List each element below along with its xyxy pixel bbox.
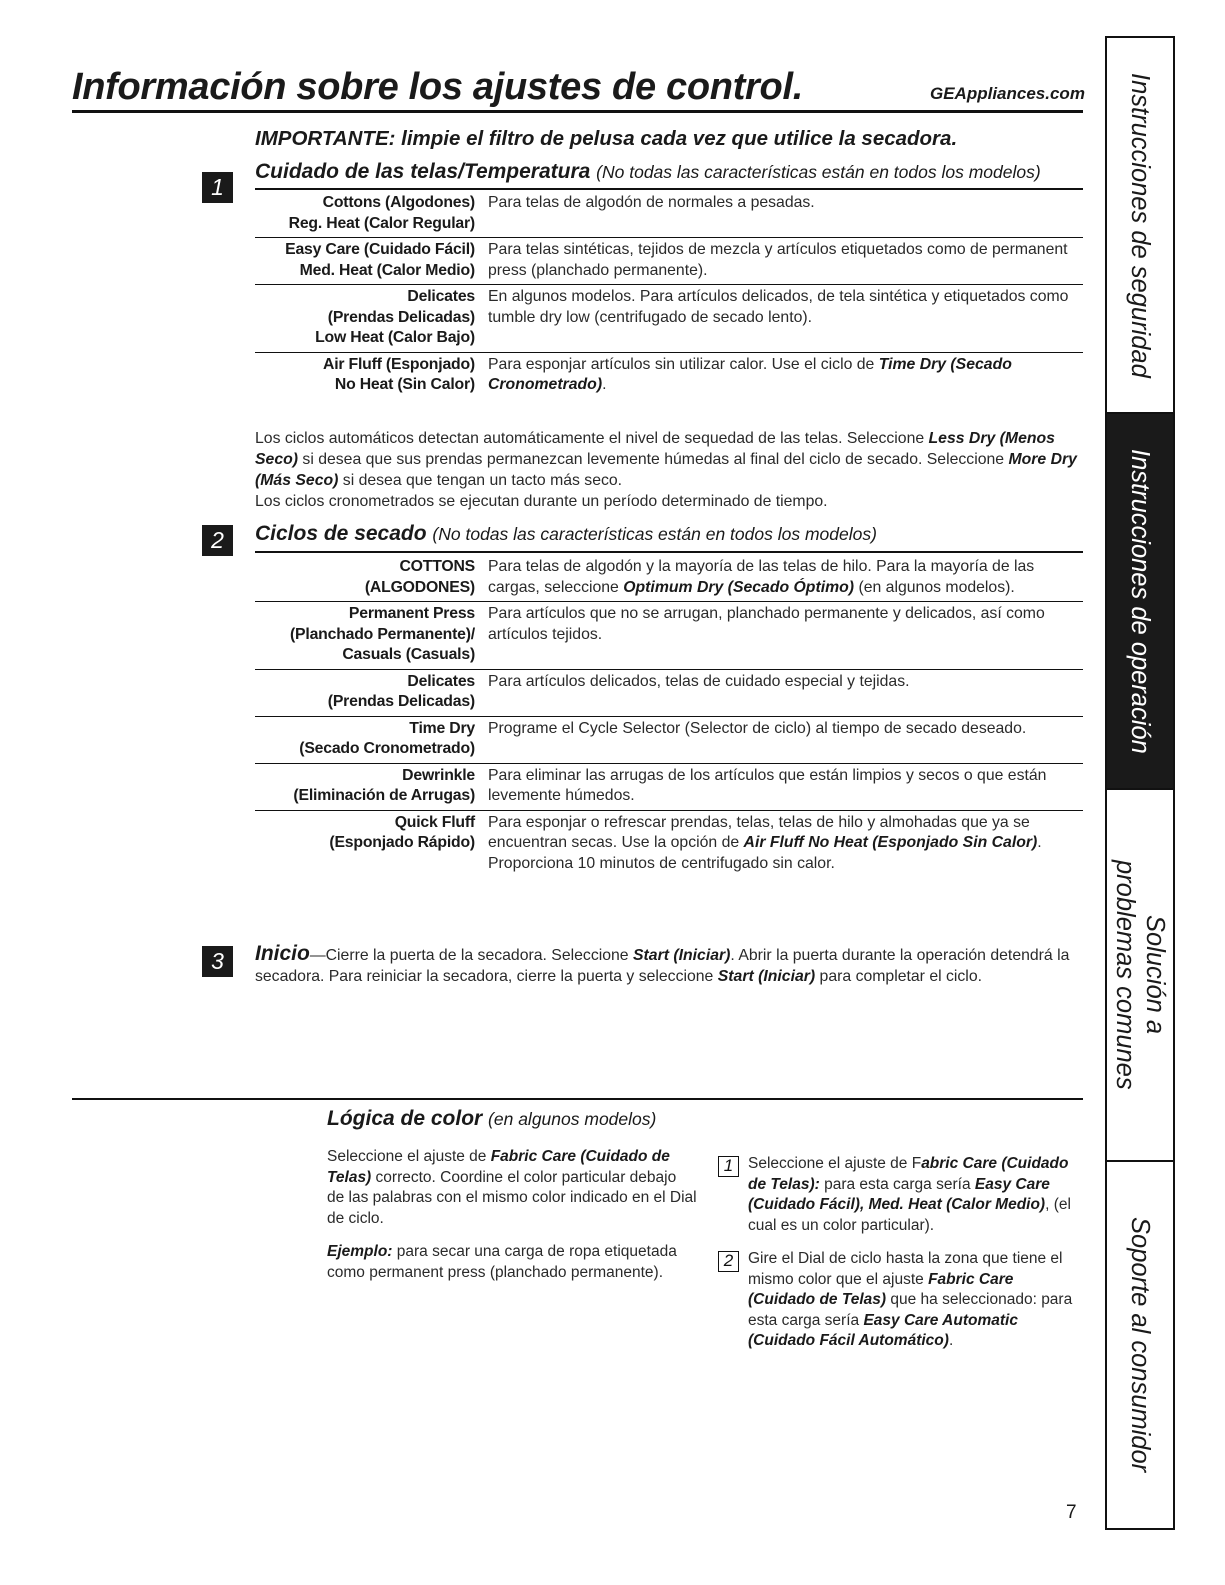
tab-label: Soporte al consumidor (1126, 1217, 1154, 1473)
page-number: 7 (1066, 1502, 1077, 1523)
table-row (255, 353, 1083, 399)
tab-label: Instrucciones de operación (1126, 448, 1154, 754)
setting-label: Easy Care (Cuidado Fácil) Med. Heat (Calor Medio) (285, 241, 475, 279)
fabric-care-table (255, 191, 1083, 399)
table-row (255, 602, 1083, 670)
section1-note: (No todas las características están en todos los modelos) (596, 162, 1041, 182)
section2-rule (255, 551, 1083, 553)
color-logic-heading (327, 1107, 656, 1131)
auto-cycles-text (255, 428, 1095, 512)
side-tab-bar (1105, 36, 1175, 1530)
tab-consumer-support[interactable] (1107, 1162, 1173, 1528)
table-row (255, 764, 1083, 811)
page-title: Información sobre los ajustes de control. (72, 66, 803, 108)
cycle-description: Para artículos que no se arrugan, planchado permanente y delicados, así como artículos tejidos. (488, 605, 1045, 643)
section-divider (72, 1098, 1083, 1100)
table-row (255, 191, 1083, 238)
color-logic-step-1: 1 Seleccione el ajuste de Fabric Care (Cuidado de Telas): para esta carga sería Easy Care (Cuidado Fácil), Med. Heat (Calor Medio), (el cual es un color particular). (718, 1154, 1073, 1236)
cycle-label: Permanent Press (Planchado Permanente)/ Casuals (Casuals) (289, 605, 475, 663)
start-section: Inicio—Cierre la puerta de la secadora. Seleccione Start (Iniciar). Abrir la puerta durante la operación detendrá la secadora. Para reiniciar la secadora, cierre la puerta y seleccione Start (Iniciar) para completar el ciclo. (255, 942, 1070, 985)
cycle-description: Para telas de algodón y la mayoría de las telas de hilo. Para la mayoría de las cargas, seleccione Optimum Dry (Secado Óptimo) (en algunos modelos). (488, 558, 1035, 596)
cycle-description: Para esponjar o refrescar prendas, telas, telas de hilo y almohadas que ya se encuentran secas. Use la opción de Air Fluff No Heat (Esponjado Sin Calor). Proporciona 10 minutos de centrifugado sin calor. (488, 813, 1042, 872)
section-number-3: 3 (202, 946, 233, 977)
table-row (255, 285, 1083, 353)
drying-cycles-table (255, 555, 1083, 877)
tab-operating-instructions[interactable] (1107, 414, 1173, 788)
setting-description: En algunos modelos. Para artículos delicados, de tela sintética y etiquetados como tumble dry low (centrifugado de secado lento). (488, 288, 1069, 326)
cycle-description: Para artículos delicados, telas de cuidado especial y tejidas. (488, 672, 910, 690)
step-number-box: 2 (718, 1251, 739, 1272)
color-logic-example: Ejemplo: para secar una carga de ropa etiquetada como permanent press (planchado permanente). (327, 1243, 677, 1281)
section1-title: Cuidado de las telas/Temperatura (255, 160, 591, 183)
section-number-2: 2 (202, 525, 233, 556)
section1-rule (255, 188, 1083, 190)
table-row (255, 555, 1083, 602)
header-rule (72, 110, 1083, 113)
section2-title: Ciclos de secado (255, 522, 427, 545)
cycle-label: Dewrinkle (Eliminación de Arrugas) (293, 766, 475, 804)
color-logic-step-2: 2 Gire el Dial de ciclo hasta la zona que tiene el mismo color que el ajuste Fabric Care (Cuidado de Telas) que ha seleccionado: para esta carga sería Easy Care Automatic (Cuidado Fácil Automático). (718, 1249, 1073, 1352)
important-notice: IMPORTANTE: limpie el filtro de pelusa cada vez que utilice la secadora. (255, 127, 958, 150)
table-row (255, 238, 1083, 285)
section2-heading (255, 522, 877, 546)
website-link[interactable]: GEAppliances.com (930, 84, 1085, 103)
cycle-label: Time Dry (Secado Cronometrado) (299, 719, 475, 757)
cycle-label: Delicates (Prendas Delicadas) (327, 672, 475, 710)
timed-cycles-paragraph: Los ciclos cronometrados se ejecutan durante un período determinado de tiempo. (255, 493, 828, 510)
setting-description: Para esponjar artículos sin utilizar calor. Use el ciclo de Time Dry (Secado Cronometrado). (488, 355, 1012, 393)
setting-description: Para telas de algodón de normales a pesadas. (488, 194, 815, 211)
setting-label: Air Fluff (Esponjado) No Heat (Sin Calor) (323, 355, 475, 393)
table-row (255, 670, 1083, 717)
cycle-description: Programe el Cycle Selector (Selector de ciclo) al tiempo de secado deseado. (488, 719, 1027, 737)
tab-label: Instrucciones de seguridad (1126, 72, 1154, 378)
cycle-description: Para eliminar las arrugas de los artículos que están limpios y secos o que están levemente húmedos. (488, 766, 1047, 804)
section-number-1: 1 (202, 172, 233, 203)
section2-note: (No todas las características están en todos los modelos) (432, 524, 877, 544)
section1-heading (255, 160, 1041, 184)
color-logic-title: Lógica de color (327, 1107, 483, 1130)
auto-cycles-paragraph: Los ciclos automáticos detectan automáticamente el nivel de sequedad de las telas. Seleccione Less Dry (Menos Seco) si desea que sus prendas permanezcan levemente húmedas al final del ciclo de secado. Seleccione More Dry (Más Seco) si desea que tengan un tacto más seco. (255, 430, 1077, 489)
setting-label: Cottons (Algodones) Reg. Heat (Calor Regular) (288, 194, 475, 232)
start-title: Inicio (255, 942, 310, 965)
cycle-label: Quick Fluff (Esponjado Rápido) (329, 813, 475, 851)
setting-description: Para telas sintéticas, tejidos de mezcla y artículos etiquetados como de permanent press (planchado permanente). (488, 241, 1068, 279)
tab-safety-instructions[interactable] (1107, 38, 1173, 412)
color-logic-note: (en algunos modelos) (488, 1109, 657, 1129)
tab-troubleshooting[interactable] (1107, 790, 1173, 1160)
table-row (255, 717, 1083, 764)
step-number-box: 1 (718, 1156, 739, 1177)
setting-label: Delicates (Prendas Delicadas) Low Heat (Calor Bajo) (315, 288, 475, 346)
table-row (255, 811, 1083, 878)
tab-label: Solución a problemas comunes (1111, 860, 1169, 1090)
cycle-label: COTTONS (ALGODONES) (364, 558, 475, 596)
color-logic-paragraph: Seleccione el ajuste de Fabric Care (Cuidado de Telas) correcto. Coordine el color particular debajo de las palabras con el mismo color indicado en el Dial de ciclo. (327, 1148, 697, 1227)
